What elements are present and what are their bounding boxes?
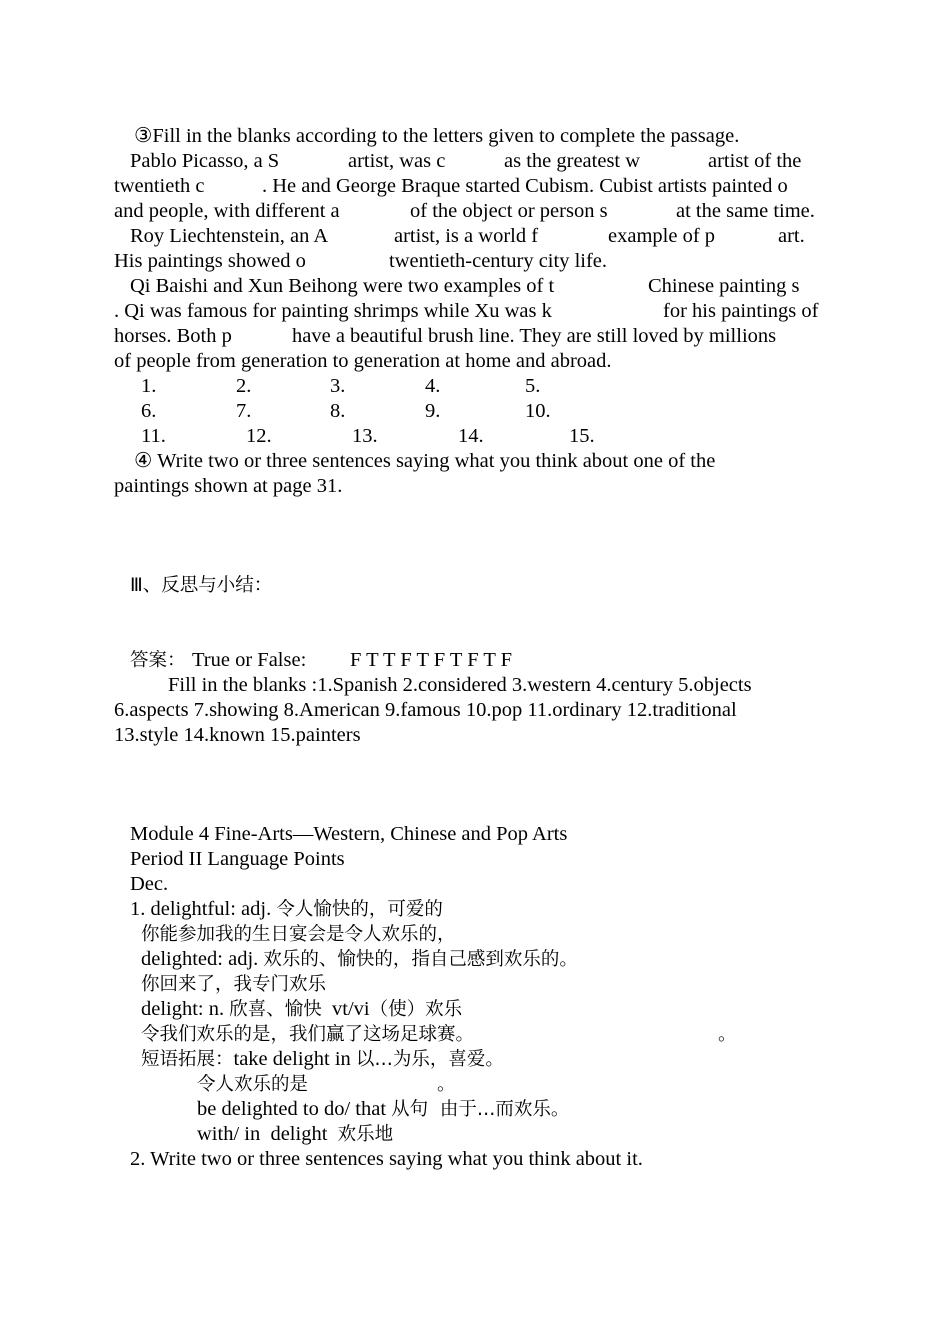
answer-number: 8. xyxy=(330,400,346,422)
period-title: Period II Language Points xyxy=(130,848,345,870)
fill-answers-line: Fill in the blanks :1.Spanish 2.considered 3.western 4.century 5.objects xyxy=(168,674,752,696)
reflection-heading: Ⅲ、反思与小结： xyxy=(130,575,273,596)
exercise4-line: ④ Write two or three sentences saying what you think about one of the xyxy=(134,450,716,472)
answer-number: 6. xyxy=(141,400,157,422)
passage-text: artist of the xyxy=(708,150,802,172)
phrase-item xyxy=(197,1122,393,1147)
vocab-word: delight: n. xyxy=(141,998,230,1020)
passage-text: have a beautiful brush line. They are still loved by millions xyxy=(292,325,777,347)
phrase-expansion xyxy=(141,1047,504,1072)
passage-text: of the object or person s xyxy=(410,200,608,222)
passage-text: horses. Both p xyxy=(114,325,232,347)
phrase-word: with/ in delight xyxy=(197,1123,338,1145)
answer-number: 1. xyxy=(141,375,157,397)
passage-text: at the same time. xyxy=(676,200,815,222)
passage-text: art. xyxy=(778,225,805,247)
passage-text: Qi Baishi and Xun Beihong were two examples of t xyxy=(130,275,555,297)
vocab-meaning: （使）欢乐 xyxy=(369,999,463,1020)
vocab-item xyxy=(130,897,443,922)
answer-number: 12. xyxy=(246,425,272,447)
vocab-meaning: 欣喜、愉快 xyxy=(229,999,322,1020)
true-false-values: F T T F T F T F T F xyxy=(350,649,513,671)
passage-text: Chinese painting s xyxy=(648,275,800,297)
answer-number: 13. xyxy=(352,425,378,447)
passage-text: Roy Liechtenstein, an A xyxy=(130,225,329,247)
passage-text: artist, was c xyxy=(348,150,446,172)
passage-text: artist, is a world f xyxy=(394,225,539,247)
passage-text: twentieth-century city life. xyxy=(389,250,608,272)
phrase-word: take delight in xyxy=(233,1048,356,1070)
passage-text: . Qi was famous for painting shrimps while Xu was k xyxy=(114,300,552,322)
passage-text: His paintings showed o xyxy=(114,250,306,272)
vocab-item-2: 2. Write two or three sentences saying what you think about it. xyxy=(130,1148,643,1170)
answer-number: 2. xyxy=(236,375,252,397)
fill-answers-line: 13.style 14.known 15.painters xyxy=(114,724,361,746)
answer-number: 7. xyxy=(236,400,252,422)
vocab-meaning: 欢乐的、愉快的，指自己感到欢乐的。 xyxy=(263,949,578,970)
vocab-item xyxy=(141,997,462,1022)
example-sentence: 令我们欢乐的是，我们赢了这场足球赛。 xyxy=(141,1024,475,1045)
passage-text: and people, with different a xyxy=(114,200,340,222)
passage-text: twentieth c xyxy=(114,175,205,197)
phrase-meaning: 从句 由于…而欢乐。 xyxy=(391,1099,570,1120)
example-sentence: 你能参加我的生日宴会是令人欢乐的， xyxy=(141,924,456,945)
exercise4-line: paintings shown at page 31. xyxy=(114,475,343,497)
vocab-word: delighted: adj. xyxy=(141,948,264,970)
date-label: Dec. xyxy=(130,873,169,895)
phrase-meaning: 欢乐地 xyxy=(337,1124,394,1145)
answer-number: 3. xyxy=(330,375,346,397)
answer-number: 5. xyxy=(525,375,541,397)
phrase-label: 短语拓展： xyxy=(141,1049,234,1070)
passage-text: example of p xyxy=(608,225,716,247)
answer-number: 10. xyxy=(525,400,551,422)
vocab-pos: vt/vi xyxy=(321,998,370,1020)
answer-number: 9. xyxy=(425,400,441,422)
passage-text: Pablo Picasso, a S xyxy=(130,150,280,172)
example-end-mark: 。 xyxy=(437,1074,456,1095)
answer-number: 4. xyxy=(425,375,441,397)
phrase-word: be delighted to do/ that xyxy=(197,1098,392,1120)
example-sentence: 你回来了，我专门欢乐 xyxy=(141,974,327,995)
example-sentence: 令人欢乐的是 xyxy=(197,1074,309,1095)
passage-text: for his paintings of xyxy=(663,300,819,322)
answers-label: 答案： xyxy=(130,650,186,671)
phrase-meaning: 以…为乐，喜爱。 xyxy=(355,1049,504,1070)
passage-text: . He and George Braque started Cubism. Cubist artists painted o xyxy=(262,175,788,197)
true-false-label: True or False: xyxy=(192,649,307,671)
passage-text: as the greatest w xyxy=(504,150,641,172)
fill-answers-line: 6.aspects 7.showing 8.American 9.famous 10.pop 11.ordinary 12.traditional xyxy=(114,699,737,721)
answer-number: 15. xyxy=(569,425,595,447)
vocab-word: 1. delightful: adj. xyxy=(130,898,277,920)
vocab-meaning: 令人愉快的，可爱的 xyxy=(276,899,443,920)
vocab-item xyxy=(141,947,578,972)
phrase-item xyxy=(197,1097,569,1122)
answer-number: 11. xyxy=(141,425,166,447)
module-title: Module 4 Fine-Arts—Western, Chinese and Pop Arts xyxy=(130,823,568,845)
passage-text: of people from generation to generation at home and abroad. xyxy=(114,350,612,372)
example-end-mark: 。 xyxy=(718,1024,737,1045)
answer-number: 14. xyxy=(458,425,484,447)
exercise3-heading: ③Fill in the blanks according to the letters given to complete the passage. xyxy=(134,125,740,147)
